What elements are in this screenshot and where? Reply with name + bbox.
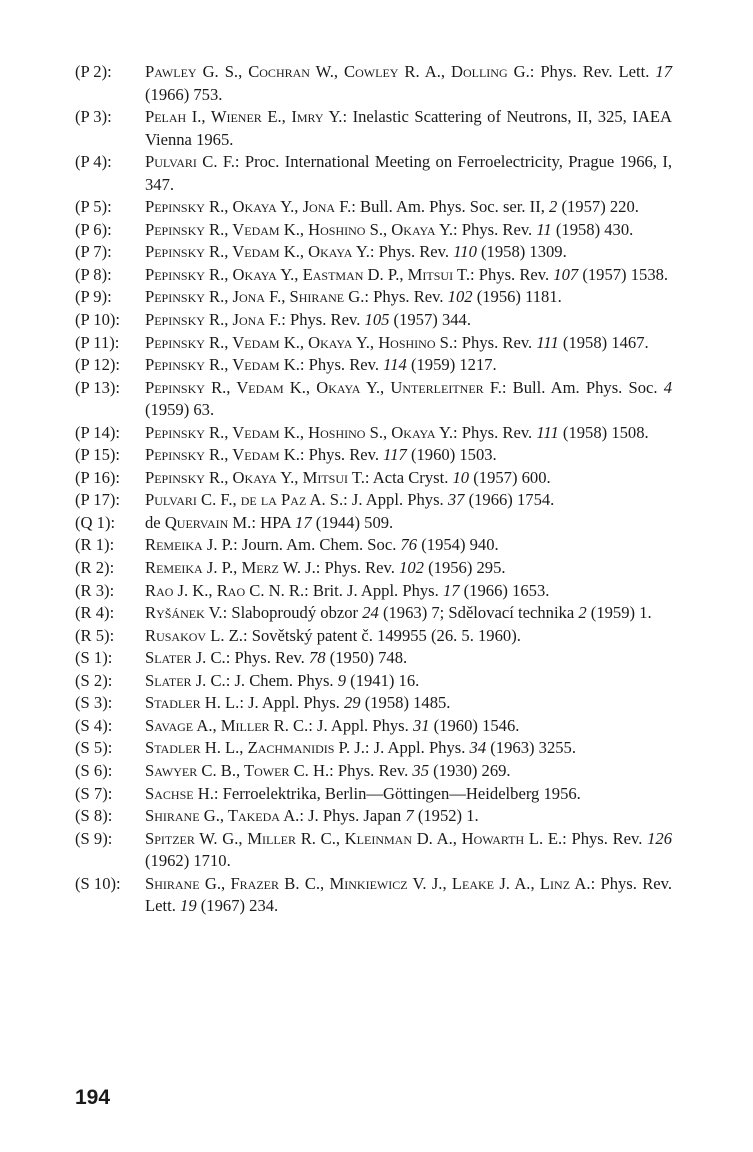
citation-text: : J. Appl. Phys. [364, 738, 470, 758]
reference-label: (P 5): [75, 197, 112, 217]
author-names: Remeika J. P., Merz W. J. [145, 558, 316, 578]
author-names: Ryšánek V. [145, 603, 223, 623]
citation-text: (1957) 344. [389, 310, 471, 330]
citation-text: : Acta Cryst. [364, 467, 453, 487]
reference-list [75, 61, 675, 918]
citation-text: : Bull. Am. Phys. Soc. [501, 377, 664, 397]
reference-label: (P 4): [75, 152, 112, 172]
citation-text: (1959) 1. [586, 603, 652, 623]
citation-text: : Phys. Rev. [453, 219, 537, 239]
citation-text: (1958) 1508. [558, 422, 649, 442]
reference-label: (S 5): [75, 738, 113, 758]
author-names: Pelah I., Wiener E., Imry Y. [145, 107, 343, 127]
reference-label: (P 10): [75, 310, 121, 330]
reference-entry [75, 534, 675, 557]
reference-label: (P 8): [75, 264, 112, 284]
reference-text [145, 106, 672, 151]
author-names: Shirane G., Frazer B. C., Minkiewicz V. J., Leake J. A., Linz A. [145, 873, 591, 893]
reference-entry [75, 196, 675, 219]
citation-text: : Phys. Rev. [470, 264, 554, 284]
author-names: Pepinsky R., Vedam K., Okaya Y. [145, 242, 370, 262]
reference-entry [75, 647, 675, 670]
citation-text: (1950) 748. [325, 648, 408, 668]
citation-text: (1963) 7; Sdělovací technika [378, 603, 579, 623]
citation-text: : Inelastic Scattering of Neutrons, II, 325, IAEA Vienna 1965. [145, 107, 672, 149]
citation-text: : Phys. Rev. Lett. [145, 873, 673, 916]
reference-text [145, 602, 672, 625]
citation-text: (1954) 940. [417, 535, 499, 555]
citation-text: (1957) 1538. [578, 264, 669, 284]
reference-label: (R 2): [75, 558, 115, 578]
citation-text: (1958) 1309. [476, 242, 567, 262]
reference-entry [75, 106, 675, 151]
volume-number: 111 [536, 422, 559, 442]
reference-label: (Q 1): [75, 512, 116, 532]
reference-entry [75, 354, 675, 377]
author-names: Pepinsky R., Okaya Y., Mitsui T. [145, 467, 365, 487]
author-names: Pepinsky R., Vedam K., Hoshino S., Okaya Y. [145, 422, 454, 442]
reference-label: (P 6): [75, 219, 112, 239]
citation-text: : Phys. Rev. [364, 287, 448, 307]
citation-text: : Bull. Am. Phys. Soc. ser. II, [351, 197, 550, 217]
reference-entry [75, 467, 675, 490]
reference-label: (P 7): [75, 242, 112, 262]
volume-number: 29 [343, 693, 361, 713]
author-names: Pulvari C. F., de la Paz A. S. [145, 490, 344, 510]
citation-text: : J. Phys. Japan [299, 806, 406, 826]
volume-number: 102 [399, 558, 424, 578]
volume-number: 34 [469, 738, 487, 758]
reference-text [145, 196, 672, 219]
reference-text [145, 580, 672, 603]
reference-label: (S 1): [75, 648, 113, 668]
reference-label: (R 4): [75, 603, 115, 623]
volume-number: 76 [400, 535, 418, 555]
citation-text: (1959) 63. [145, 400, 215, 420]
reference-entry [75, 805, 675, 828]
reference-text [145, 489, 672, 512]
reference-text [145, 715, 672, 738]
author-names: Pepinsky R., Jona F., Shirane G. [145, 287, 365, 307]
citation-text: (1944) 509. [311, 512, 394, 532]
volume-number: 78 [308, 648, 326, 668]
reference-entry [75, 332, 675, 355]
author-names: Savage A., Miller R. C. [145, 715, 309, 735]
volume-number: 4 [663, 377, 672, 397]
reference-text [145, 332, 672, 355]
volume-number: 9 [337, 670, 347, 690]
volume-number: 19 [180, 896, 197, 916]
reference-entry [75, 715, 675, 738]
citation-text: : Journ. Am. Chem. Soc. [233, 535, 401, 555]
reference-label: (P 11): [75, 332, 120, 352]
reference-label: (P 14): [75, 422, 121, 442]
citation-text: (1966) 753. [145, 84, 223, 104]
author-names: Stadler H. L., Zachmanidis P. J. [145, 738, 365, 758]
author-names: Pepinsky R., Vedam K. [145, 355, 300, 375]
volume-number: 2 [549, 197, 558, 217]
citation-text: : Phys. Rev. [562, 828, 648, 848]
volume-number: 117 [383, 445, 407, 465]
citation-text: : Phys. Rev. [329, 760, 413, 780]
author-names: Pepinsky R., Vedam K., Okaya Y., Unterleitner F. [145, 377, 502, 397]
author-names: Slater J. C. [145, 648, 226, 668]
volume-number: 17 [655, 62, 672, 81]
reference-entry [75, 241, 675, 264]
volume-number: 107 [553, 264, 579, 284]
reference-text [145, 670, 672, 693]
reference-text [145, 264, 672, 287]
reference-text [145, 219, 672, 242]
reference-entry [75, 512, 675, 535]
citation-text: (1963) 3255. [486, 738, 576, 758]
reference-text [145, 783, 672, 806]
citation-text: : J. Appl. Phys. [343, 490, 448, 510]
citation-text: : HPA [251, 512, 296, 532]
reference-entry [75, 444, 675, 467]
reference-entry [75, 692, 675, 715]
citation-text: (1956) 295. [423, 558, 506, 578]
author-names: Pepinsky R., Okaya Y., Eastman D. P., Mitsui T. [145, 264, 470, 284]
reference-label: (R 3): [75, 580, 115, 600]
citation-text: (1941) 16. [346, 670, 420, 690]
author-names: Remeika J. P. [145, 535, 234, 555]
reference-text [145, 760, 672, 783]
reference-label: (P 13): [75, 377, 121, 397]
volume-number: 37 [447, 490, 465, 510]
volume-number: 35 [412, 760, 429, 780]
citation-text: : Phys. Rev. Lett. [529, 62, 656, 81]
reference-entry [75, 760, 675, 783]
reference-entry [75, 264, 675, 287]
reference-text [145, 309, 672, 332]
reference-label: (P 12): [75, 355, 121, 375]
reference-text [145, 377, 672, 422]
volume-number: 111 [536, 332, 559, 352]
reference-entry [75, 219, 675, 242]
reference-text [145, 737, 672, 760]
reference-entry [75, 602, 675, 625]
reference-entry [75, 873, 675, 918]
reference-entry [75, 557, 675, 580]
author-names: Spitzer W. G., Miller R. C., Kleinman D. A., Howarth L. E. [145, 828, 563, 848]
citation-text: : Phys. Rev. [453, 332, 537, 352]
citation-text: : Phys. Rev. [281, 310, 365, 330]
reference-label: (S 10): [75, 873, 121, 893]
citation-text: (1960) 1546. [429, 715, 520, 735]
author-names: Pawley G. S., Cochran W., Cowley R. A., Dolling G. [145, 62, 530, 81]
citation-text: : Phys. Rev. [369, 242, 454, 262]
citation-text: (1958) 1467. [558, 332, 649, 352]
reference-text [145, 467, 672, 490]
volume-number: 110 [453, 242, 477, 262]
reference-entry [75, 670, 675, 693]
citation-text: (1952) 1. [413, 806, 479, 826]
citation-text: (1956) 1181. [472, 287, 562, 307]
volume-number: 2 [578, 603, 587, 623]
volume-number: 7 [405, 806, 414, 826]
citation-text: (1962) 1710. [145, 851, 231, 871]
reference-label: (S 9): [75, 828, 113, 848]
volume-number: 102 [447, 287, 473, 307]
reference-label: (P 17): [75, 490, 121, 510]
volume-number: 17 [295, 512, 312, 532]
citation-text: : Phys. Rev. [453, 422, 537, 442]
reference-label: (R 5): [75, 625, 115, 645]
citation-text: (1957) 600. [469, 467, 551, 487]
citation-text: (1930) 269. [429, 760, 511, 780]
citation-text: : Slaboproudý obzor [222, 603, 363, 623]
author-names: Shirane G., Takeda A. [145, 806, 300, 826]
reference-entry [75, 489, 675, 512]
citation-text: (1959) 1217. [406, 355, 497, 375]
reference-text [145, 534, 672, 557]
citation-text: : Ferroelektrika, Berlin—Göttingen—Heidelberg 1956. [213, 783, 581, 803]
reference-label: (P 9): [75, 287, 112, 307]
citation-text: : Brit. J. Appl. Phys. [304, 580, 443, 600]
reference-text [145, 354, 672, 377]
citation-text: : Proc. International Meeting on Ferroelectricity, Prague 1966, I, 347. [145, 152, 672, 194]
citation-text: : J. Appl. Phys. [308, 715, 413, 735]
reference-entry [75, 422, 675, 445]
reference-label: (S 7): [75, 783, 113, 803]
citation-text: : Phys. Rev. [225, 648, 309, 668]
reference-entry [75, 309, 675, 332]
reference-label: (S 4): [75, 715, 113, 735]
volume-number: 114 [383, 355, 407, 375]
reference-label: (S 6): [75, 760, 113, 780]
reference-text [145, 828, 672, 873]
citation-text: : Phys. Rev. [299, 445, 384, 465]
page-number: 194 [75, 1086, 111, 1109]
citation-text: : J. Appl. Phys. [239, 693, 344, 713]
author-names: Quervain M. [164, 512, 252, 532]
volume-number: 31 [412, 715, 430, 735]
author-names: Pepinsky R., Vedam K. [145, 445, 300, 465]
reference-text [145, 512, 672, 535]
citation-text: de [145, 512, 165, 532]
citation-text: (1966) 1653. [459, 580, 550, 600]
reference-label: (R 1): [75, 535, 115, 555]
volume-number: 17 [442, 580, 460, 600]
reference-text [145, 557, 672, 580]
reference-label: (S 2): [75, 670, 113, 690]
citation-text: (1967) 234. [196, 896, 279, 916]
author-names: Pepinsky R., Vedam K., Hoshino S., Okaya Y. [145, 219, 454, 239]
citation-text: : J. Chem. Phys. [225, 670, 338, 690]
reference-text [145, 61, 672, 106]
reference-label: (P 2): [75, 62, 112, 81]
citation-text: (1966) 1754. [464, 490, 555, 510]
reference-text [145, 873, 672, 918]
reference-text [145, 805, 672, 828]
volume-number: 126 [647, 828, 672, 848]
citation-text: (1960) 1503. [406, 445, 497, 465]
author-names: Pepinsky R., Jona F. [145, 310, 282, 330]
reference-text [145, 151, 672, 196]
citation-text: : Phys. Rev. [315, 558, 400, 578]
author-names: Pepinsky R., Okaya Y., Jona F. [145, 197, 352, 217]
author-names: Slater J. C. [145, 670, 226, 690]
citation-text: (1958) 430. [551, 219, 634, 239]
citation-text: : Phys. Rev. [299, 355, 384, 375]
reference-entry [75, 737, 675, 760]
author-names: Stadler H. L. [145, 693, 240, 713]
reference-label: (P 15): [75, 445, 121, 465]
reference-text [145, 422, 672, 445]
reference-text [145, 241, 672, 264]
citation-text: (1957) 220. [557, 197, 639, 217]
author-names: Sawyer C. B., Tower C. H. [145, 760, 330, 780]
reference-label: (P 3): [75, 107, 112, 127]
reference-text [145, 286, 672, 309]
reference-entry [75, 625, 675, 648]
author-names: Sachse H. [145, 783, 214, 803]
reference-text [145, 625, 672, 648]
reference-entry [75, 783, 675, 806]
volume-number: 11 [536, 219, 552, 239]
reference-label: (S 8): [75, 806, 113, 826]
reference-text [145, 692, 672, 715]
reference-entry [75, 286, 675, 309]
author-names: Pepinsky R., Vedam K., Okaya Y., Hoshino S. [145, 332, 454, 352]
reference-label: (P 16): [75, 467, 121, 487]
volume-number: 24 [362, 603, 379, 623]
author-names: Pulvari C. F. [145, 152, 235, 172]
citation-text: (1958) 1485. [360, 693, 451, 713]
reference-label: (S 3): [75, 693, 113, 713]
reference-text [145, 647, 672, 670]
reference-entry [75, 828, 675, 873]
volume-number: 105 [364, 310, 390, 330]
reference-text [145, 444, 672, 467]
reference-entry [75, 61, 675, 106]
reference-entry [75, 151, 675, 196]
reference-entry [75, 377, 675, 422]
volume-number: 10 [452, 467, 470, 487]
author-names: Rusakov L. Z. [145, 625, 243, 645]
author-names: Rao J. K., Rao C. N. R. [145, 580, 305, 600]
citation-text: : Sovětský patent č. 149955 (26. 5. 1960). [242, 625, 521, 645]
reference-entry [75, 580, 675, 603]
